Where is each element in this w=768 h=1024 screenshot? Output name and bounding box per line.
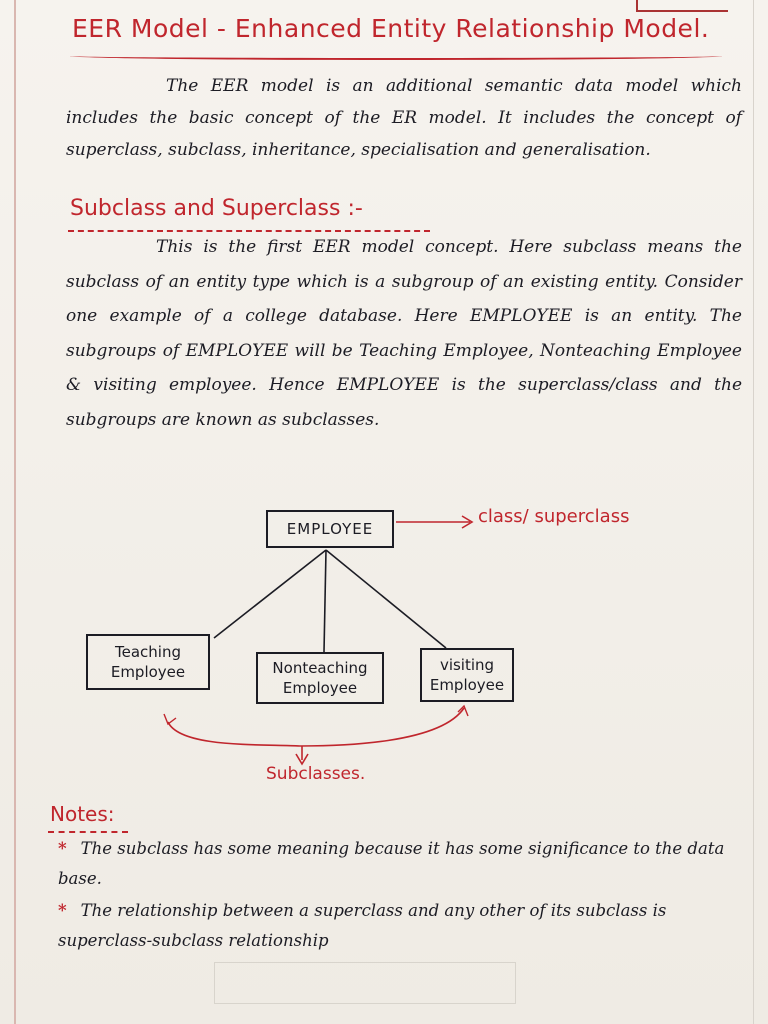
entity-box-employee: EMPLOYEE: [266, 510, 394, 548]
note-item: [58, 834, 738, 894]
note-text: The relationship between a superclass and any other of its subclass is superclass-subclass relationship: [58, 901, 667, 950]
margin-line: [14, 0, 16, 1024]
section-heading: Subclass and Superclass :-: [70, 196, 363, 221]
page-title: EER Model - Enhanced Entity Relationship Model.: [72, 14, 710, 43]
notes-heading-underline: [48, 828, 128, 833]
bleed-through-table: [214, 962, 516, 1004]
subclass-box-teaching: Teaching Employee: [86, 634, 210, 690]
brace-right-tip: [458, 706, 468, 716]
page-edge: [753, 0, 754, 1024]
brace-left-tip: [164, 714, 176, 724]
subclass-box-nonteaching: Nonteaching Employee: [256, 652, 384, 704]
link-nonteaching: [324, 550, 326, 652]
link-visiting: [326, 550, 446, 648]
superclass-label: class/ superclass: [478, 506, 630, 527]
title-underline: [70, 52, 722, 60]
note-item: [58, 896, 738, 956]
notes-heading: Notes:: [50, 802, 115, 826]
section-paragraph: This is the first EER model concept. Here subclass means the subclass of an entity type which is a subgroup of an existing entity. Consider one example of a college database. Here EMPLOYEE is an entity. The subgroups of EMPLOYEE will be Teaching Employee, Nonteaching Employee & visiting employee. Hence EMPLOYEE is the superclass/class and the subgroups are known as subclasses.: [66, 237, 742, 430]
bullet-star-icon: *: [58, 901, 67, 920]
subclass-box-visiting: visiting Employee: [420, 648, 514, 702]
corner-mark: [636, 0, 728, 12]
subclasses-label: Subclasses.: [266, 764, 366, 784]
brace-arrow-head: [296, 754, 308, 764]
superclass-arrow-head: [462, 516, 472, 528]
bullet-star-icon: *: [58, 839, 67, 858]
intro-paragraph: The EER model is an additional semantic data model which includes the basic concept of the ER model. It includes the concept of superclass, subclass, inheritance, specialisation and generalisation.: [66, 76, 742, 160]
note-text: The subclass has some meaning because it has some significance to the data base.: [58, 839, 725, 888]
subclasses-brace: [168, 708, 464, 746]
link-teaching: [214, 550, 326, 638]
